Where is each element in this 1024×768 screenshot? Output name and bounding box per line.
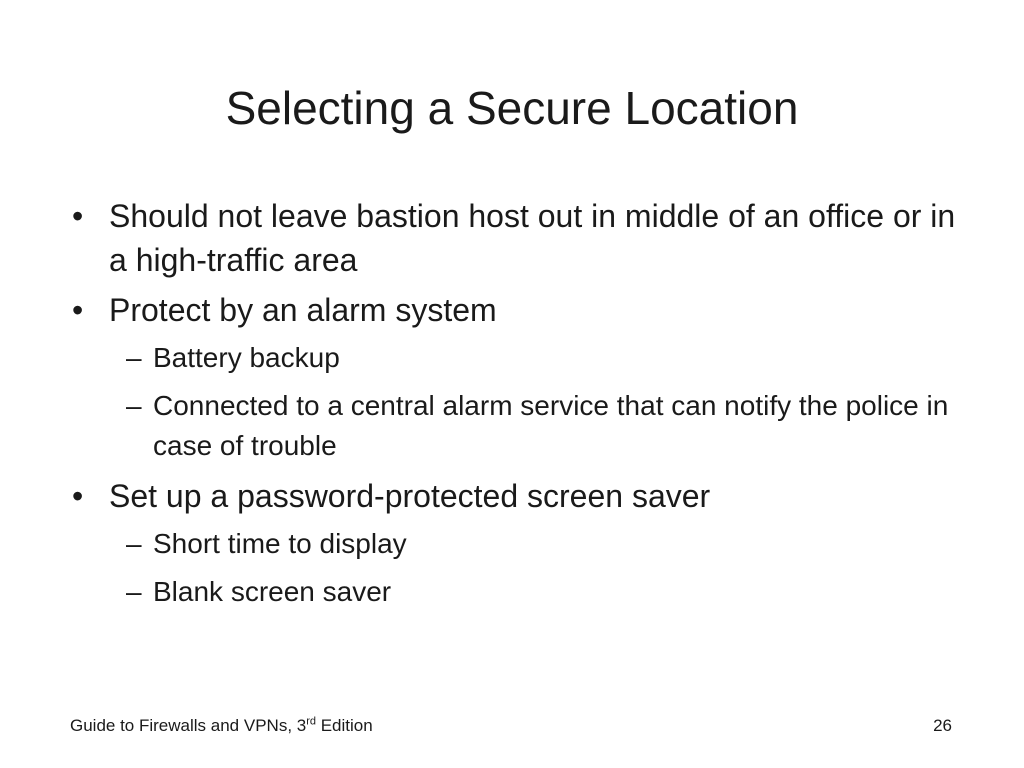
- bullet-text: Should not leave bastion host out in middle of an office or in a high-traffic area: [109, 198, 956, 278]
- sub-bullet-marker: –: [126, 576, 142, 607]
- bullet-marker: •: [72, 198, 84, 234]
- sub-bullet-list: [72, 524, 972, 612]
- sub-bullet-text: Short time to display: [153, 528, 407, 559]
- bullet-list: [72, 194, 972, 620]
- sub-bullet-list: [72, 338, 972, 466]
- sub-bullet-item: [72, 386, 953, 466]
- bullet-text: Set up a password-protected screen saver: [109, 478, 711, 514]
- sub-bullet-text: Connected to a central alarm service that can notify the police in case of trouble: [153, 390, 949, 461]
- footer-book-prefix: Guide to Firewalls and VPNs, 3: [70, 716, 307, 735]
- bullet-item: [72, 194, 972, 282]
- slide-title: Selecting a Secure Location: [225, 82, 799, 134]
- bullet-item: [72, 474, 972, 518]
- sub-bullet-marker: –: [126, 390, 142, 421]
- sub-bullet-item: [72, 524, 953, 564]
- sub-bullet-item: [72, 338, 953, 378]
- footer-book-suffix: Edition: [316, 716, 373, 735]
- bullet-text: Protect by an alarm system: [109, 292, 497, 328]
- bullet-marker: •: [72, 292, 84, 328]
- sub-bullet-marker: –: [126, 342, 142, 373]
- bullet-item: [72, 288, 972, 332]
- sub-bullet-group: [72, 338, 972, 466]
- sub-bullet-text: Blank screen saver: [153, 576, 392, 607]
- sub-bullet-item: [72, 572, 953, 612]
- bullet-marker: •: [72, 478, 84, 514]
- sub-bullet-group: [72, 524, 972, 612]
- footer-book-superscript: rd: [306, 715, 316, 728]
- sub-bullet-marker: –: [126, 528, 142, 559]
- page-number: 26: [933, 716, 952, 735]
- sub-bullet-text: Battery backup: [153, 342, 340, 373]
- footer-book-title: [70, 715, 373, 737]
